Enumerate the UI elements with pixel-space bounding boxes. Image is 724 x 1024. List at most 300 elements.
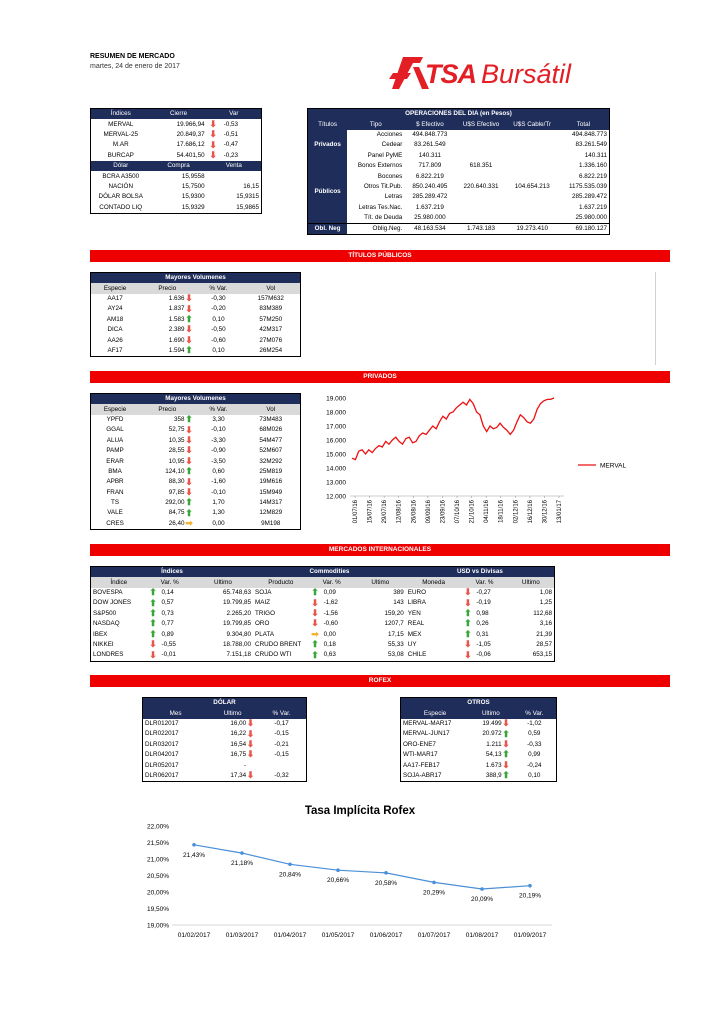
arrow-down-icon: ⬇ [464, 639, 472, 650]
rofex_dolar-row [143, 740, 306, 750]
intl-var: -0,01 [161, 651, 176, 659]
rofex-last: 20.972 [482, 730, 502, 738]
arrow-up-icon: ⬆ [464, 629, 472, 639]
tasa-data-label: 20,84% [278, 871, 302, 879]
arrow-down-icon: ⬇ [311, 608, 319, 619]
rofex-var: -0,21 [274, 740, 289, 748]
arrow-down-icon: ⬇ [464, 650, 472, 660]
arrow-up-icon: ⬆ [311, 639, 319, 650]
arrow-down-icon: ⬇ [502, 739, 510, 750]
intl-last: 143 [393, 599, 404, 607]
tasa-x-tick: 01/04/2017 [273, 932, 307, 939]
operaciones-panel [307, 108, 610, 235]
titulos-title: Mayores Volumenes [165, 274, 226, 282]
privados-header-precio: Precio [158, 405, 177, 413]
index-var-cell [207, 151, 261, 161]
merval-series-line [352, 398, 554, 460]
op-tipo: Cedear [381, 141, 403, 149]
especie-name: ERAR [106, 457, 124, 465]
intl-name: IBEX [93, 630, 108, 638]
tasa-x-tick: 01/02/2017 [177, 932, 211, 939]
dolar-name: CONTADO LIQ [99, 203, 143, 211]
var-pct: 0,60 [212, 467, 225, 475]
privados-row [91, 477, 300, 487]
op-cable [507, 151, 558, 161]
rofex-var [257, 760, 306, 770]
titulos_publicos-row [91, 294, 300, 304]
privados-row [91, 488, 300, 498]
rofex_otros-row [401, 760, 556, 770]
intl-last: 112,68 [533, 609, 552, 617]
merval-x-tick: 01/07/16 [353, 500, 359, 524]
intl-name: MAIZ [255, 599, 271, 607]
rofex-otros-table [400, 697, 557, 782]
op-total: 1175.535.039 [568, 182, 607, 190]
merval-chart [310, 388, 650, 540]
intl-name: LIBRA [407, 599, 426, 607]
arrow-down-icon: ⬇ [185, 477, 193, 487]
tsa-logo [389, 55, 599, 93]
privados-header-var: % Var. [209, 405, 228, 413]
var-pct: -0,10 [211, 488, 226, 496]
arrow-up-icon: ⬆ [464, 608, 472, 619]
rofex-otros-body [401, 719, 556, 781]
index-var: -0,51 [223, 130, 238, 138]
arrow-down-icon: ⬇ [246, 729, 255, 739]
rofex-var: -0,24 [527, 761, 542, 769]
index-var: -0,53 [223, 120, 238, 128]
operaciones-group-label: Públicos [308, 161, 347, 223]
op-cable [507, 161, 558, 171]
op-cable [507, 192, 558, 202]
tasa-data-label: 21,18% [230, 860, 254, 868]
var-pct: -0,60 [211, 336, 226, 344]
var-pct: -0,30 [211, 294, 226, 302]
precio-cell [139, 425, 195, 435]
tasa-point [240, 851, 244, 855]
merval-y-tick: 15.000 [326, 451, 346, 459]
arrow-up-icon: ⬆ [311, 650, 319, 660]
precio-cell [139, 519, 195, 529]
operaciones-row [308, 223, 609, 234]
group-divisas: USD vs Divisas [456, 568, 503, 576]
tasa-x-tick: 01/07/2017 [417, 932, 451, 939]
precio: 52,75 [168, 426, 185, 434]
intl-var-cell [147, 598, 193, 608]
arrow-down-icon: ⬇ [185, 304, 193, 314]
privados-row [91, 415, 300, 425]
tasa-point [192, 843, 196, 847]
rofex-last-cell [469, 750, 512, 760]
arrow-down-icon: ⬇ [311, 598, 319, 608]
precio: 10,95 [168, 457, 185, 465]
tasa-data-label: 20,58% [374, 879, 398, 887]
dolar-buy: 15,9300 [181, 193, 205, 201]
intl-var: 0,57 [161, 599, 174, 607]
rofex_otros-row [401, 771, 556, 781]
indices-row [91, 151, 261, 161]
intl-name: SOJA [255, 588, 272, 596]
indices-row [91, 119, 261, 129]
op-ars: 6.822.219 [415, 172, 444, 180]
intl-var-cell [309, 598, 355, 608]
index-var-cell [207, 119, 261, 129]
intl-var: 0,09 [323, 588, 336, 596]
rofex-last: - [243, 761, 247, 769]
merval-y-tick: 18.000 [326, 409, 346, 417]
privados-row [91, 519, 300, 529]
especie-name: GGAL [106, 426, 124, 434]
tasa-point [432, 881, 436, 885]
arrow-down-icon: ⬇ [209, 140, 217, 150]
intl-last: 17,15 [388, 630, 404, 638]
tasa-y-tick: 21,00% [146, 856, 169, 864]
rofex-dolar-header-mes: Mes [169, 709, 182, 717]
rofex-otros-header-var: % Var. [525, 709, 544, 717]
especie-name: BMA [108, 467, 122, 475]
rofex-last: 16,75 [230, 751, 247, 759]
merval-x-tick: 26/08/16 [411, 500, 418, 524]
especie-name: AA17 [107, 294, 123, 302]
rofex-var: -0,33 [527, 740, 542, 748]
intl-last: 653,15 [532, 651, 552, 659]
intl-var-cell [461, 619, 507, 629]
op-ars: 83.261.549 [414, 141, 446, 149]
intl-last: 7.151,18 [226, 651, 252, 659]
arrow-down-icon: ⬇ [209, 119, 217, 129]
report-title: RESUMEN DE MERCADO [90, 53, 175, 60]
operaciones-row [308, 151, 609, 161]
precio-cell [139, 325, 195, 335]
intl-name: BOVESPA [93, 588, 123, 596]
intl-var-cell [461, 609, 507, 619]
dolar-row [91, 192, 261, 202]
rofex-last-cell [208, 750, 257, 760]
tasa-point [528, 884, 532, 888]
index-close: 17.686,12 [176, 141, 205, 149]
merval-x-tick: 21/10/16 [469, 500, 476, 524]
intl-row [91, 609, 554, 619]
intl-row [91, 588, 554, 598]
indices-header-row [91, 109, 261, 119]
intl-last: 1,08 [539, 588, 552, 596]
tasa-chart [140, 820, 560, 945]
precio: 97,85 [168, 488, 185, 496]
volumen: 12M829 [259, 509, 283, 517]
var-pct: -0,50 [211, 326, 226, 334]
privados-row [91, 446, 300, 456]
intl-var-cell [461, 629, 507, 639]
precio: 88,30 [168, 478, 185, 486]
volumen: 9M198 [261, 519, 281, 527]
op-cable [507, 213, 558, 224]
op-tipo: Bocones [377, 172, 403, 180]
operaciones-row [308, 213, 609, 224]
merval-x-tick: 18/11/16 [498, 500, 505, 523]
section-privados: PRIVADOS [90, 371, 670, 383]
rofex-var: 0,59 [528, 730, 541, 738]
arrow-up-icon: ⬆ [149, 629, 157, 639]
var-pct: 0,10 [212, 315, 225, 323]
intl-name: TRIGO [255, 609, 275, 617]
intl-var-cell [147, 629, 193, 639]
operaciones-group-label: Obl. Neg [308, 223, 347, 234]
intl-var: 0,00 [323, 630, 336, 638]
precio-cell [139, 467, 195, 477]
intl-var-cell [309, 588, 355, 598]
tasa-point [336, 868, 340, 872]
intl-header-cell: Índice [110, 578, 128, 586]
dolar-header-name: Dólar [113, 162, 129, 170]
op-total: 140.311 [584, 151, 607, 159]
intl-name: NASDAQ [93, 620, 120, 628]
intl-name: YEN [407, 609, 421, 617]
rofex-otros-header-ultimo: Ultimo [481, 709, 500, 717]
intl-name: UY [407, 640, 417, 648]
precio-cell [139, 508, 195, 518]
precio: 1.837 [168, 305, 185, 313]
rofex-name: SOJA-ABR17 [403, 771, 442, 779]
intl-var: 0,89 [161, 630, 174, 638]
intl-var-cell [309, 640, 355, 650]
index-name: MERVAL [108, 120, 134, 128]
volumen: 14M317 [259, 499, 283, 507]
precio: 26,40 [168, 519, 185, 527]
volumen: 15M949 [259, 488, 283, 496]
arrow-up-icon: ⬆ [311, 587, 319, 598]
tasa-y-tick: 20,00% [146, 889, 169, 897]
rofex_otros-row [401, 740, 556, 750]
precio-cell [139, 446, 195, 456]
var-pct: -0,10 [211, 426, 226, 434]
index-close: 19.966,94 [176, 120, 205, 128]
op-ars: 717.809 [418, 162, 442, 170]
arrow-up-icon: ⬆ [185, 414, 193, 425]
rofex-name: MERVAL-JUN17 [403, 730, 450, 738]
intl-last: 19.799,85 [223, 599, 252, 607]
arrow-down-icon: ⬇ [185, 324, 193, 335]
especie-name: PAMP [106, 447, 124, 455]
tasa-x-tick: 01/09/2017 [513, 932, 547, 939]
op-ars: 25.980.000 [414, 213, 446, 221]
intl-var: 0,18 [323, 640, 336, 648]
op-header-ars: $ Efectivo [416, 120, 444, 128]
intl-name: REAL [407, 620, 425, 628]
especie-name: TS [111, 499, 120, 507]
tasa-x-tick: 01/08/2017 [465, 932, 499, 939]
dolar-body [91, 171, 261, 213]
intl-last: 159,20 [384, 609, 404, 617]
tasa-point [480, 887, 484, 891]
intl-header-cell: Moneda [422, 578, 445, 586]
merval-y-tick: 17.000 [326, 423, 346, 431]
op-tipo: Oblig.Neg. [372, 224, 403, 232]
tasa-data-label: 21,43% [182, 851, 206, 859]
intl-name: LONDRES [93, 651, 124, 659]
operaciones-row [308, 182, 609, 192]
merval-y-tick: 19.000 [326, 395, 346, 403]
merval-x-tick: 16/12/16 [527, 500, 534, 524]
intl-name: CRUDO BRENT [255, 640, 302, 648]
rofex-dolar-header-var: % Var. [272, 709, 291, 717]
intl-last: 1207,7 [384, 620, 404, 628]
rofex-last: 16,22 [230, 730, 247, 738]
merval-x-tick: 15/07/16 [367, 500, 374, 524]
var-pct: -1,60 [211, 478, 226, 486]
op-tipo: Tít. de Deuda [364, 213, 403, 221]
intl-header-cell: Producto [268, 578, 294, 586]
tasa-data-label: 20,29% [422, 889, 446, 897]
intl-name: DOW JONES [93, 599, 132, 607]
especie-name: CRES [106, 519, 124, 527]
intl-last: 18.788,00 [223, 640, 252, 648]
precio: 292,00 [165, 499, 185, 507]
arrow-down-icon: ⬇ [246, 739, 255, 750]
especie-name: AA26 [107, 336, 123, 344]
merval-x-tick: 02/12/16 [513, 500, 520, 524]
rofex-otros-header-especie: Especie [423, 709, 447, 717]
merval-y-tick: 14.000 [326, 465, 346, 473]
merval-x-tick: 30/12/16 [542, 500, 549, 524]
rofex-var: 0,10 [528, 771, 541, 779]
internacionales-header-row [91, 577, 554, 587]
intl-var: 0,63 [323, 651, 336, 659]
rofex-last-cell [208, 719, 257, 729]
intl-var: 0,73 [161, 609, 174, 617]
arrow-down-icon: ⬇ [185, 293, 193, 304]
intl-last: 19.799,85 [223, 620, 252, 628]
intl-var-cell [147, 588, 193, 598]
var-pct: -3,50 [211, 457, 226, 465]
op-tipo: Acciones [376, 130, 403, 138]
volumen: 42M317 [259, 326, 283, 334]
intl-name: EURO [407, 588, 426, 596]
section-internacionales: MERCADOS INTERNACIONALES [90, 544, 670, 556]
arrow-up-icon: ⬆ [464, 618, 472, 629]
precio: 84,75 [168, 509, 185, 517]
intl-var: 0,14 [161, 588, 174, 596]
privados-row [91, 436, 300, 446]
rofex_dolar-row [143, 719, 306, 729]
intl-var-cell [461, 640, 507, 650]
precio: 1.690 [168, 336, 185, 344]
especie-name: VALE [107, 509, 123, 517]
titulos-header-var: % Var. [209, 284, 228, 292]
op-tipo: Bonos Externos [357, 162, 403, 170]
intl-row [91, 650, 554, 660]
volumen: 32M292 [259, 457, 283, 465]
merval-x-tick: 04/11/16 [484, 500, 491, 523]
arrow-down-icon: ⬇ [185, 335, 193, 345]
tasa-point [384, 871, 388, 875]
volumen: 68M026 [259, 426, 283, 434]
op-tipo: Otros Tit.Pub. [363, 182, 403, 190]
precio-cell [139, 456, 195, 466]
especie-name: DICA [107, 326, 123, 334]
op-total: 83.261.549 [575, 141, 607, 149]
intl-header-cell: Var. % [475, 578, 494, 586]
arrow-up-icon: ⬆ [185, 314, 193, 325]
titulos-table [90, 272, 301, 357]
privados-table [90, 393, 301, 530]
rofex-var: 0,99 [528, 751, 541, 759]
rofex-name: DLR032017 [145, 740, 179, 748]
rofex-name: DLR022017 [145, 730, 179, 738]
arrow-up-icon: ⬆ [185, 508, 193, 518]
merval-x-tick: 09/09/16 [425, 500, 432, 524]
arrow-down-icon: ⬇ [246, 770, 255, 781]
intl-var-cell [147, 609, 193, 619]
arrow-down-icon: ⬇ [246, 718, 255, 729]
intl-header-cell: Ultimo [214, 578, 232, 586]
intl-name: CRUDO WTI [255, 651, 292, 659]
op-header-tipo: Tipo [369, 120, 382, 128]
rofex-last-cell [469, 760, 512, 770]
merval-y-tick: 12.000 [326, 493, 346, 501]
rofex-var: -1,02 [527, 719, 542, 727]
rofex-otros-title: OTROS [467, 699, 490, 707]
intl-var: 0,98 [476, 609, 489, 617]
rofex-name: AA17-FEB17 [403, 761, 440, 769]
index-name: BURCAP [107, 151, 134, 159]
rofex-dolar-body [143, 719, 306, 781]
op-cable: 19.273.410 [516, 224, 548, 232]
intl-var-cell [309, 629, 355, 639]
rofex-last-cell [208, 771, 257, 781]
rofex-last: 19.499 [482, 719, 502, 727]
intl-var: -0,60 [323, 620, 338, 628]
intl-name: ORO [255, 620, 270, 628]
intl-last: 389 [393, 588, 404, 596]
group-indices: Índices [161, 568, 183, 576]
index-var: -0,23 [223, 151, 238, 159]
rofex-dolar-table [142, 697, 307, 782]
dolar-header-row [91, 161, 261, 171]
op-ars: 850.240.495 [412, 182, 448, 190]
titulos-header-row [91, 283, 300, 293]
section-titulos-publicos: TÍTULOS PÚBLICOS [90, 250, 670, 262]
op-cable: 104.654.213 [514, 182, 550, 190]
volumen: 73M483 [259, 415, 283, 423]
dolar-buy: 15,9558 [181, 172, 205, 180]
logo-tsa-text: TSA [425, 59, 476, 89]
volumen: 54M477 [259, 436, 283, 444]
arrow-right-icon: ➡ [311, 629, 319, 639]
precio-cell [139, 315, 195, 325]
op-total: 1.637.219 [578, 203, 607, 211]
op-tipo: Letras [384, 193, 403, 201]
titulos-header-especie: Especie [103, 284, 127, 292]
especie-name: YPFD [106, 415, 124, 423]
volumen: 25M819 [259, 467, 283, 475]
var-pct: 0,00 [212, 519, 225, 527]
precio: 1.583 [168, 315, 185, 323]
rofex-last-cell [469, 771, 512, 781]
op-cable [507, 203, 558, 213]
dolar-header-sell: Venta [225, 162, 242, 170]
privados-row [91, 456, 300, 466]
titulos_publicos-row [91, 335, 300, 345]
arrow-up-icon: ⬆ [185, 497, 193, 508]
rofex-dolar-title: DÓLAR [213, 699, 236, 707]
precio-cell [139, 335, 195, 345]
precio-cell [139, 436, 195, 446]
dolar-row [91, 203, 261, 213]
rofex-name: WTI-MAR17 [403, 751, 438, 759]
op-header-usd: U$S Efectivo [462, 120, 500, 128]
precio-cell [139, 304, 195, 314]
op-usd [455, 140, 506, 150]
